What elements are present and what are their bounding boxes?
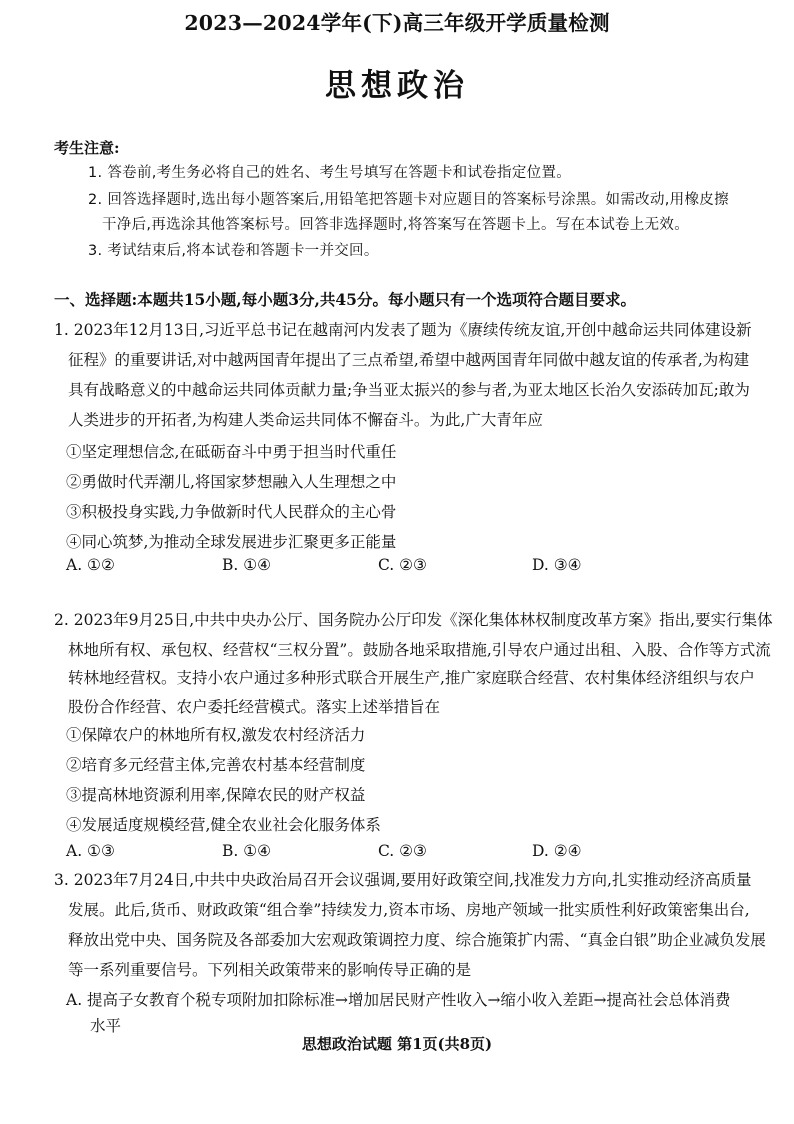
q1-line-3: 具有战略意义的中越命运共同体贡献力量;争当亚太振兴的参与者,为亚太地区长治久安添砖加瓦;敢为 <box>68 381 750 399</box>
q2-statement-1: ①保障农户的林地所有权,激发农村经济活力 <box>66 726 366 744</box>
notice-item-1: 1. 答卷前,考生务必将自己的姓名、考生号填写在答题卡和试卷指定位置。 <box>88 165 572 181</box>
q2-line-2: 林地所有权、承包权、经营权“三权分置”。鼓励各地采取措施,引导农户通过出租、入股、合作等方式流 <box>68 641 771 659</box>
q1-statement-4: ④同心筑梦,为推动全球发展进步汇聚更多正能量 <box>66 533 397 551</box>
page-footer: 思想政治试题 第1页(共8页) <box>301 1035 493 1053</box>
q2-line-4: 股份合作经营、农户委托经营模式。落实上述举措旨在 <box>68 698 441 716</box>
q3-line-3: 释放出党中央、国务院及各部委加大宏观政策调控力度、综合施策扩内需、“真金白银”助企业减负发展 <box>68 931 766 949</box>
q1-choice-c: C. ②③ <box>378 556 427 574</box>
q2-statement-4: ④发展适度规模经营,健全农业社会化服务体系 <box>66 816 381 834</box>
q3-option-a-cont: 水平 <box>90 1017 122 1035</box>
q1-line-4: 人类进步的开拓者,为构建人类命运共同体不懈奋斗。为此,广大青年应 <box>68 411 543 429</box>
notice-item-3: 3. 考试结束后,将本试卷和答题卡一并交回。 <box>88 243 379 259</box>
q3-option-a: A. 提高子女教育个税专项附加扣除标准→增加居民财产性收入→缩小收入差距→提高社会总体消费 <box>66 991 731 1009</box>
q2-choice-d: D. ②④ <box>532 842 582 860</box>
q3-line-2: 发展。此后,货币、财政政策“组合拳”持续发力,资本市场、房地产领域一批实质性利好政策密集出台, <box>68 901 750 919</box>
q1-choice-d: D. ③④ <box>532 556 582 574</box>
q1-choice-a: A. ①② <box>66 556 115 574</box>
q1-statement-2: ②勇做时代弄潮儿,将国家梦想融入人生理想之中 <box>66 473 397 491</box>
exam-title: 2023—2024学年(下)高三年级开学质量检测 <box>184 11 610 35</box>
q2-choice-b: B. ①④ <box>222 842 272 860</box>
q1-line-1: 1. 2023年12月13日,习近平总书记在越南河内发表了题为《赓续传统友谊,开创中越命运共同体建设新 <box>54 321 752 339</box>
q1-line-2: 征程》的重要讲话,对中越两国青年提出了三点希望,希望中越两国青年同做中越友谊的传承者,为构建 <box>68 351 750 369</box>
q2-choice-c: C. ②③ <box>378 842 427 860</box>
q2-choice-a: A. ①③ <box>66 842 115 860</box>
notice-item-2-cont: 干净后,再选涂其他答案标号。回答非选择题时,将答案写在答题卡上。写在本试卷上无效。 <box>102 217 690 233</box>
q2-statement-2: ②培育多元经营主体,完善农村基本经营制度 <box>66 756 366 774</box>
notice-item-2: 2. 回答选择题时,选出每小题答案后,用铅笔把答题卡对应题目的答案标号涂黑。如需改动,用橡皮擦 <box>88 192 729 208</box>
q1-statement-1: ①坚定理想信念,在砥砺奋斗中勇于担当时代重任 <box>66 443 397 461</box>
q2-statement-3: ③提高林地资源利用率,保障农民的财产权益 <box>66 786 366 804</box>
q3-line-1: 3. 2023年7月24日,中共中央政治局召开会议强调,要用好政策空间,找准发力方向,扎实推动经济高质量 <box>54 871 752 889</box>
section-heading: 一、选择题:本题共15小题,每小题3分,共45分。每小题只有一个选项符合题目要求。 <box>54 290 636 309</box>
q3-line-4: 等一系列重要信号。下列相关政策带来的影响传导正确的是 <box>68 961 472 979</box>
q2-line-1: 2. 2023年9月25日,中共中央办公厅、国务院办公厅印发《深化集体林权制度改革方案》指出,要实行集体 <box>54 611 773 629</box>
q2-line-3: 转林地经营权。支持小农户通过多种形式联合开展生产,推广家庭联合经营、农村集体经济组织与农户 <box>68 669 755 687</box>
q1-choice-b: B. ①④ <box>222 556 272 574</box>
notice-title: 考生注意: <box>54 139 120 157</box>
subject-title: 思想政治 <box>325 68 469 104</box>
q1-statement-3: ③积极投身实践,力争做新时代人民群众的主心骨 <box>66 503 397 521</box>
